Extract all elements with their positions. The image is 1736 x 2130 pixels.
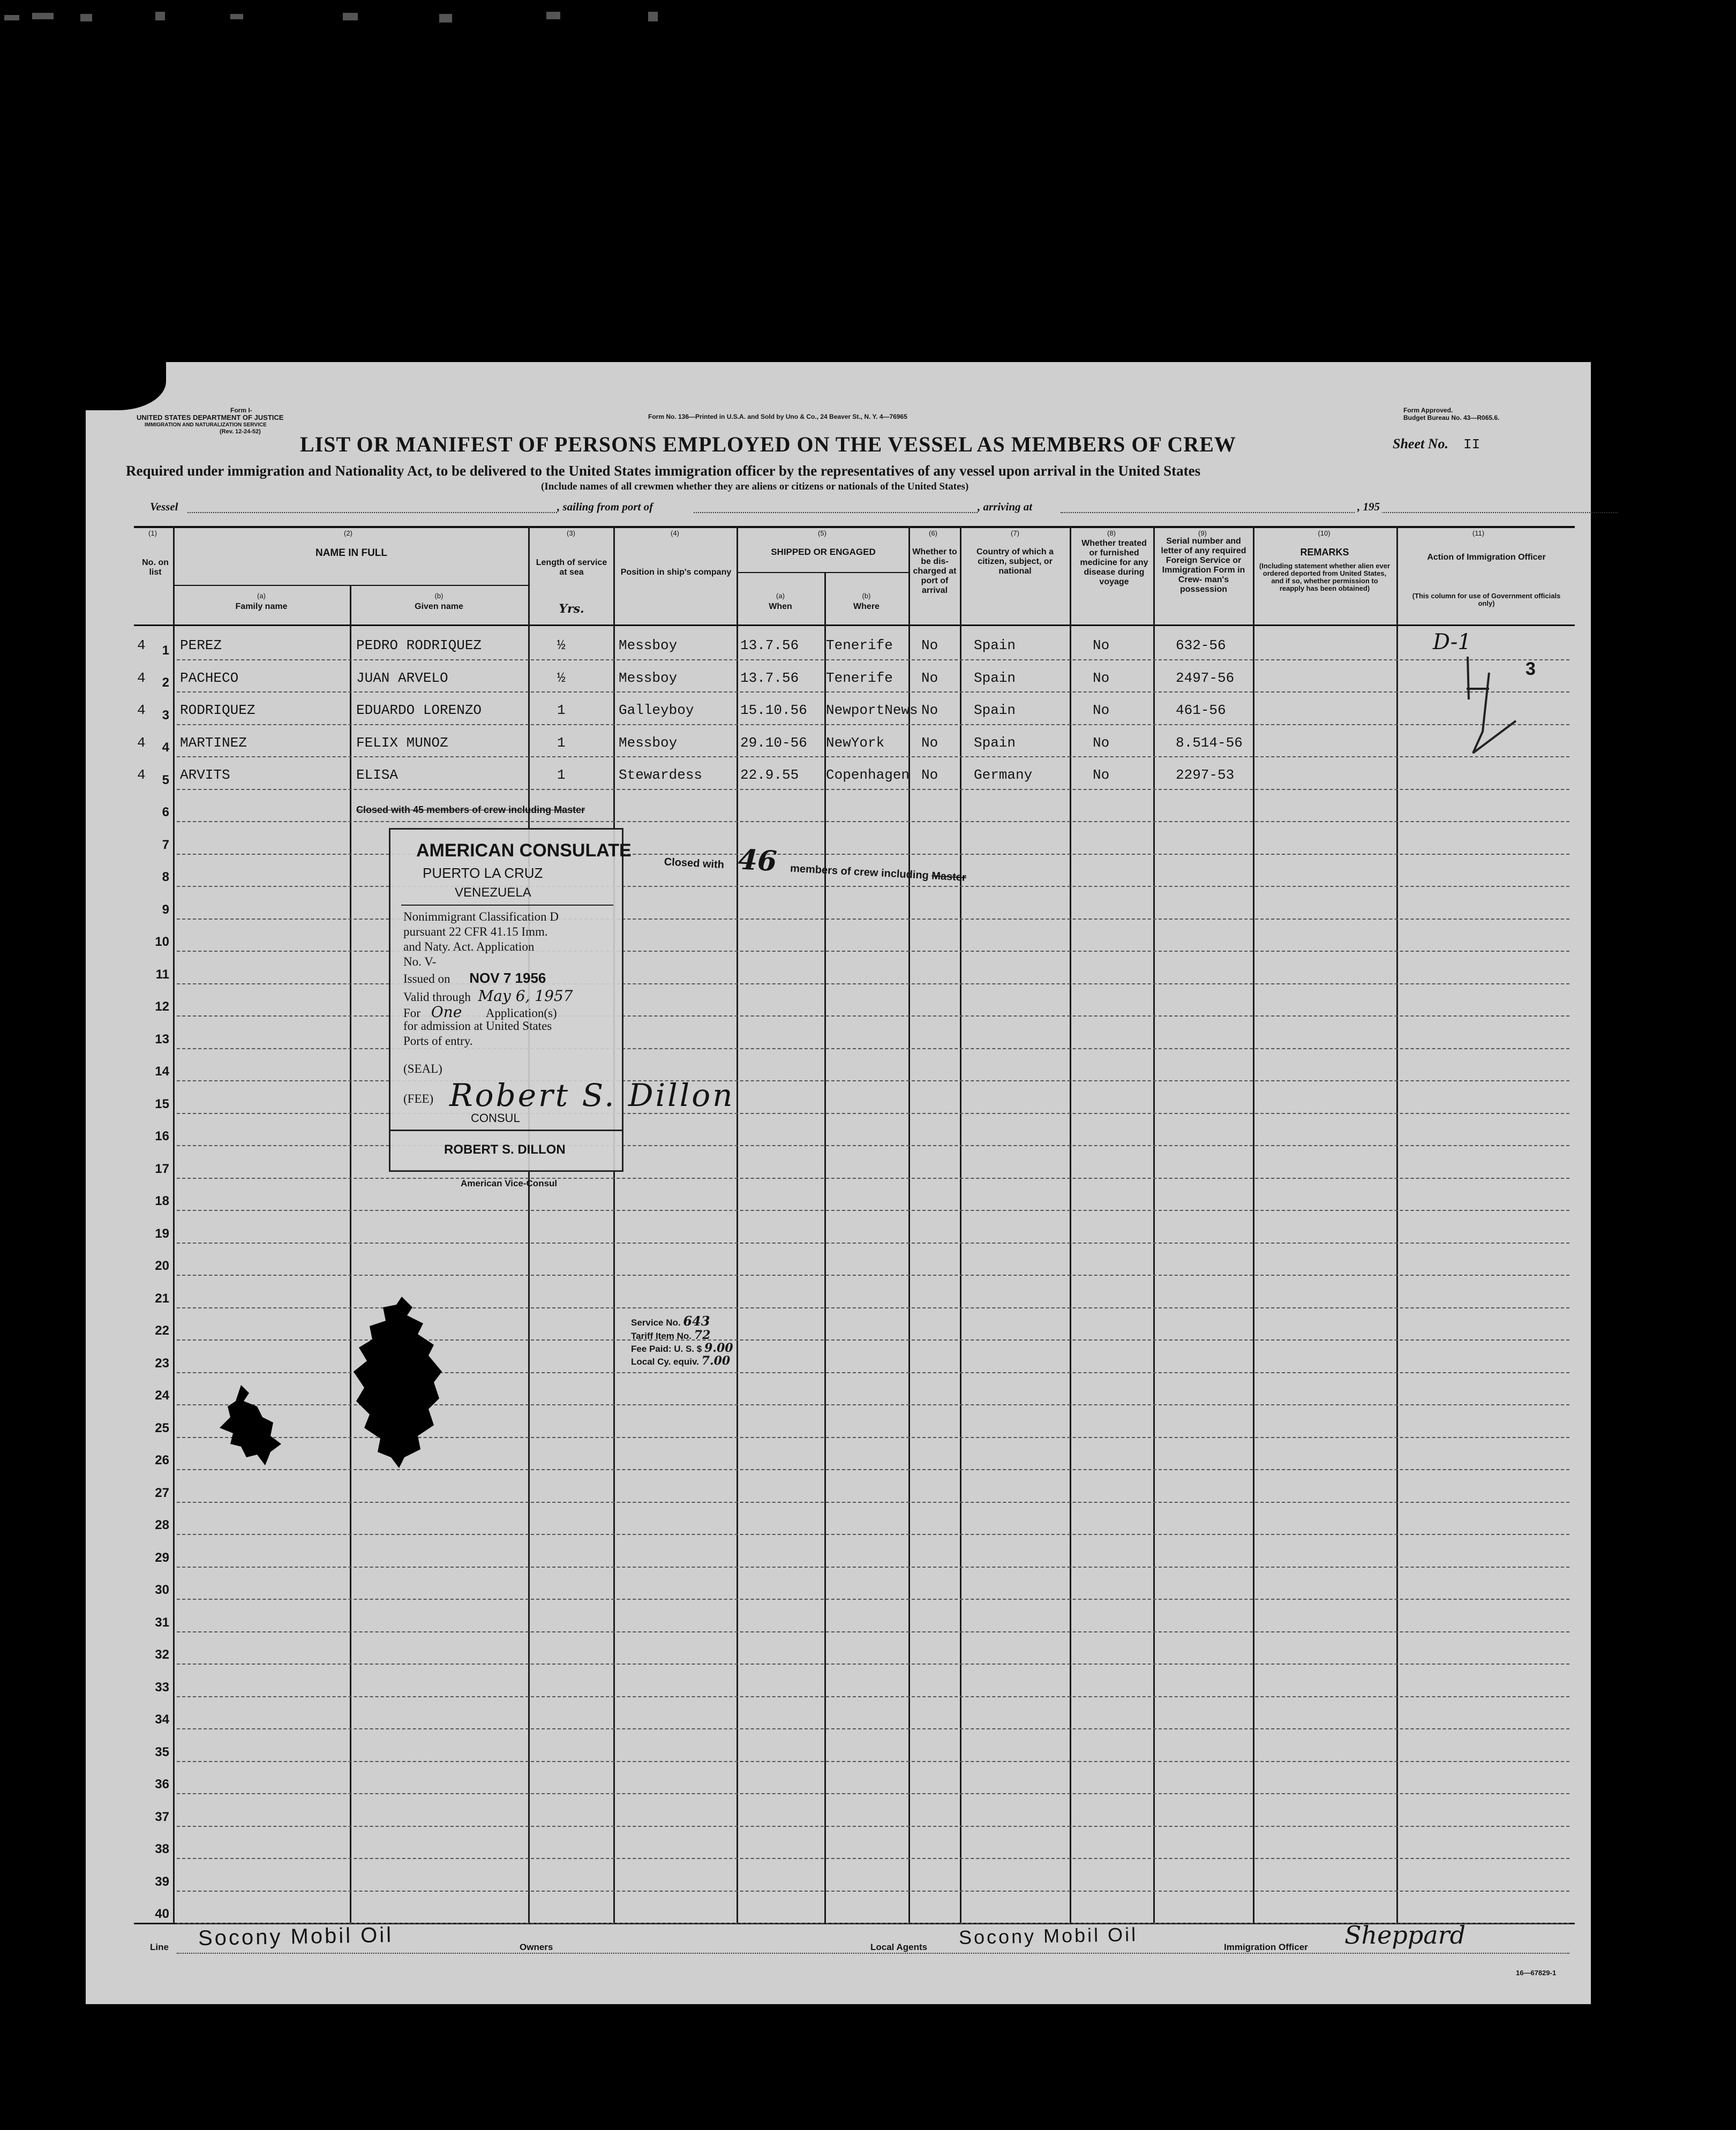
crew-medicine: No [1093,734,1110,751]
row-number: 22 [155,1323,169,1338]
crew-shipped-where: Tenerife [826,637,893,653]
row-number: 15 [155,1096,169,1111]
row-number: 40 [155,1907,169,1921]
row-rule [177,1113,1569,1114]
stamp-seal: (SEAL) [403,1062,442,1075]
col-rule [528,526,530,1924]
col-number: (1) [148,529,157,537]
crew-position: Galleyboy [619,702,694,718]
header-when-a: (a) [776,592,785,600]
crew-country: Spain [974,702,1016,718]
row-number: 20 [155,1259,169,1273]
row-rule [177,1664,1569,1665]
row-rule [177,1826,1569,1827]
col-number: (10) [1318,529,1331,537]
closed-tail: members of crew including [790,862,929,882]
fee-service [631,1313,710,1329]
row-number: 32 [155,1647,169,1662]
row-rule [177,691,1569,693]
printer-note: Form No. 136—Printed in U.S.A. and Sold by Uno & Co., 24 Beaver St., N. Y. 4—76965 [648,413,907,420]
header-given-name: Given name [415,602,463,611]
crew-serial: 8.514-56 [1176,734,1243,751]
crew-shipped-where: Copenhagen [826,767,910,783]
header-serial: Serial number and letter of any required Foreign Service or Immigration Form in Crew- man's possession [1161,537,1246,594]
row-rule [177,951,1569,952]
header-where: Where [853,602,880,611]
torn-corner [86,362,166,410]
row-number: 12 [155,999,169,1014]
stamp-title: American Vice-Consul [461,1178,558,1188]
col-number: (9) [1198,529,1207,537]
row-rule [177,789,1569,790]
stamp-ports: Ports of entry. [403,1034,473,1048]
fee-tariff-val: 72 [694,1328,711,1342]
col-number: (5) [818,529,826,537]
footer-owners-label: Owners [520,1942,553,1952]
row-rule [177,1567,1569,1568]
row-rule [177,1275,1569,1276]
crew-position: Messboy [619,637,678,653]
stamp-admission: for admission at United States [403,1019,552,1033]
row-rule [177,1080,1569,1081]
crew-family-name: RODRIQUEZ [180,702,255,718]
header-family-a: (a) [257,592,266,600]
row-rule [177,1210,1569,1211]
row-number: 19 [155,1226,169,1241]
col-rule [350,585,351,1924]
row-rule [177,724,1569,725]
fee-tariff [631,1328,710,1342]
crew-family-name: ARVITS [180,767,230,783]
row-number: 16 [155,1129,169,1143]
header-given-b: (b) [434,592,444,600]
stamp-pursuant: pursuant 22 CFR 41.15 Imm. [403,925,548,938]
arriving-label: , arriving at [978,500,1033,513]
fee-service-label: Service No. [631,1318,681,1328]
row-rule [177,1145,1569,1146]
row-rule [177,1243,1569,1244]
row-number: 21 [155,1291,169,1306]
row-rule [177,1858,1569,1859]
row-number: 26 [155,1453,169,1467]
fee-paid-val: 9.00 [704,1341,733,1355]
fee-tariff-label: Tariff Item No. [631,1331,692,1341]
header-position: Position in ship's company [620,568,732,577]
crew-given-name: JUAN ARVELO [356,669,448,686]
header-yrs: Yrs. [559,602,584,616]
crew-length: 1 [557,767,566,783]
stamp-issued-date: NOV 7 1956 [469,970,546,986]
row-number: 9 [162,902,169,917]
closed-with [664,839,967,887]
manifest-sheet [86,362,1591,2004]
col-rule [737,526,738,1924]
ink-blot-large [354,1297,445,1468]
stamp-act: and Naty. Act. Application [403,940,535,953]
crew-position: Stewardess [619,767,703,783]
crew-family-name: MARTINEZ [180,734,247,751]
footer-line-value: Socony Mobil Oil [198,1923,394,1951]
crew-discharged: No [921,637,938,653]
crew-discharged: No [921,767,938,783]
stamp-issued-label: Issued on [403,972,450,985]
header-when: When [769,602,792,611]
row-number: 23 [155,1356,169,1371]
footer-line-label: Line [150,1942,169,1952]
crew-medicine: No [1093,637,1110,653]
fee-local-val: 7.00 [701,1354,731,1368]
row-rule [177,1534,1569,1535]
stamp-app-no: No. V- [403,955,437,968]
row-number: 17 [155,1161,169,1176]
row-number: 4 [162,740,169,755]
crew-discharged: No [921,669,938,686]
col-rule [908,526,910,1924]
row-number: 25 [155,1420,169,1435]
row-number: 30 [155,1583,169,1597]
crew-length: 1 [557,702,566,718]
header-where-b: (b) [862,592,871,600]
crew-family-name: PACHECO [180,669,239,686]
row-number: 37 [155,1809,169,1824]
sailing-label: , sailing from port of [557,500,653,513]
col-number: (4) [671,529,679,537]
crew-given-name: PEDRO RODRIQUEZ [356,637,482,653]
row-rule [177,983,1569,984]
row-rule [177,1502,1569,1503]
crew-position: Messboy [619,669,678,686]
header-remarks-note: (Including statement whether alien ever ordered deported from United States, and if so, whether permission to reapply has been obtained) [1259,562,1391,592]
stamp-for [403,1003,557,1021]
row-number: 13 [155,1032,169,1047]
stamp-name: ROBERT S. DILLON [444,1142,566,1157]
row-number: 14 [155,1064,169,1079]
crew-length: 1 [557,734,566,751]
crew-prefix: 4 [137,669,146,686]
header-family-name: Family name [235,602,288,611]
sheet-value: II [1463,436,1481,453]
stamp-classification: Nonimmigrant Classification D [403,910,559,923]
row-number: 27 [155,1485,169,1500]
stamp-line3: VENEZUELA [455,885,531,900]
crew-country: Germany [974,767,1033,783]
stamp-line1: AMERICAN CONSULATE [416,840,632,861]
row-rule [177,1761,1569,1762]
footer-code: 16—67829-1 [1516,1969,1557,1977]
stamp-consul: CONSUL [471,1111,520,1125]
crew-prefix: 4 [137,702,146,718]
row-number: 5 [162,772,169,787]
footer-officer-signature: Sheppard [1344,1921,1466,1950]
form-subtitle: Required under immigration and Nationality Act, to be delivered to the United States immigration officer by the representatives of any vessel upon arrival in the United States [126,463,1201,479]
col-number: (11) [1472,529,1485,537]
scan-edge-marks [0,0,696,37]
header-length: Length of service at sea [536,558,607,577]
row-number: 34 [155,1712,169,1727]
row-number: 1 [162,643,169,658]
form-title: LIST OR MANIFEST OF PERSONS EMPLOYED ON THE VESSEL AS MEMBERS OF CREW [300,432,1236,456]
stamp-for-label: For [403,1006,420,1020]
crew-length: ½ [557,669,566,686]
crew-given-name: ELISA [356,767,399,783]
col-number: (3) [567,529,575,537]
vessel-line [150,500,1569,516]
sheet-label: Sheet No. [1393,436,1448,451]
crew-shipped-where: NewportNews [826,702,918,718]
footer-officer-label: Immigration Officer [1224,1942,1308,1952]
table-top-rule [134,526,1575,528]
year-label: , 195 [1355,500,1382,514]
row-rule [177,1793,1569,1794]
header-remarks: REMARKS [1300,547,1349,558]
closed-label: Closed with [664,856,725,871]
row-number: 10 [155,935,169,949]
crew-shipped-when: 15.10.56 [740,702,807,718]
col-number: (2) [344,529,352,537]
fee-stamp [631,1313,792,1378]
footer-agents-value: Socony Mobil Oil [958,1923,1138,1948]
crew-serial: 2497-56 [1176,669,1235,686]
row-rule [177,756,1569,757]
row-rule [177,1178,1569,1179]
crew-country: Spain [974,637,1016,653]
row-rule [177,1631,1569,1632]
row-number: 31 [155,1615,169,1630]
header-discharged: Whether to be dis- charged at port of arrival [912,547,957,595]
crew-discharged: No [921,734,938,751]
col-rule [1153,526,1155,1924]
fee-paid-label: Fee Paid: U. S. $ [631,1344,702,1354]
side-number: 3 [1525,659,1536,679]
header-action-note: (This column for use of Government officials only) [1412,592,1561,607]
row-number: 28 [155,1518,169,1532]
fee-service-val: 643 [683,1313,710,1329]
closed-struck: Closed with 45 members of crew including Master [356,804,585,815]
crew-shipped-when: 22.9.55 [740,767,799,783]
crew-prefix: 4 [137,637,146,653]
crew-shipped-where: NewYork [826,734,885,751]
row-rule [177,1696,1569,1697]
consul-signature: Robert S. Dillon [449,1077,735,1113]
row-rule [177,1599,1569,1600]
row-rule [177,1469,1569,1470]
row-number: 8 [162,870,169,884]
crew-serial: 2297-53 [1176,767,1235,783]
header-country: Country of which a citizen, subject, or national [976,547,1054,576]
crew-given-name: FELIX MUNOZ [356,734,448,751]
stamp-line2: PUERTO LA CRUZ [423,865,543,881]
header-name-in-full: NAME IN FULL [315,547,388,559]
shipped-subrule [737,572,910,573]
service: IMMIGRATION AND NATURALIZATION SERVICE [145,422,267,428]
row-number: 36 [155,1777,169,1792]
crew-prefix: 4 [137,734,146,751]
row-rule [177,1015,1569,1017]
crew-serial: 632-56 [1176,637,1226,653]
header-medicine: Whether treated or furnished medicine for any disease during voyage [1080,539,1148,586]
row-rule [177,919,1569,920]
row-number: 33 [155,1680,169,1695]
action-mark: D-1 [1433,630,1471,654]
crew-serial: 461-56 [1176,702,1226,718]
sheet-number [1393,436,1480,453]
crew-country: Spain [974,669,1016,686]
row-number: 3 [162,708,169,722]
row-number: 11 [155,967,169,982]
crew-discharged: No [921,702,938,718]
row-rule [177,1728,1569,1729]
department: UNITED STATES DEPARTMENT OF JUSTICE [137,413,284,422]
stamp-valid [403,987,573,1005]
footer-dotted [177,1953,1569,1954]
stamp-issued [403,970,546,987]
revision: (Rev. 12-24-52) [220,428,261,435]
stamp-valid-label: Valid through [403,990,471,1004]
col-rule [960,526,961,1924]
row-rule [177,821,1569,822]
crew-country: Spain [974,734,1016,751]
row-number: 7 [162,837,169,852]
col-rule [613,526,615,1924]
fee-paid [631,1341,733,1355]
form-approved: Form Approved. [1403,407,1453,414]
crew-medicine: No [1093,702,1110,718]
row-number: 38 [155,1842,169,1856]
crew-shipped-when: 29.10-56 [740,734,807,751]
include-note: (Include names of all crewmen whether they are aliens or citizens or nationals of the United States) [541,481,969,492]
stamp-fee: (FEE) [403,1092,434,1105]
stamp-valid-date: May 6, 1957 [478,987,573,1005]
row-rule [177,1048,1569,1049]
header-no-on-list: No. on list [142,558,169,577]
form-number-left: Form I- [230,407,252,414]
col-number: (6) [929,529,937,537]
crew-family-name: PEREZ [180,637,222,653]
row-number: 2 [162,675,169,690]
col-rule [1253,526,1254,1924]
crew-given-name: EDUARDO LORENZO [356,702,482,718]
crew-shipped-when: 13.7.56 [740,669,799,686]
row-rule [177,1891,1569,1892]
name-subrule [173,585,530,586]
row-number: 35 [155,1744,169,1759]
crew-shipped-when: 13.7.56 [740,637,799,653]
row-number: 39 [155,1874,169,1889]
closed-master: Master [931,870,967,884]
crew-shipped-where: Tenerife [826,669,893,686]
fee-local [631,1354,730,1368]
crew-medicine: No [1093,767,1110,783]
crew-prefix: 4 [137,767,146,783]
row-number: 18 [155,1194,169,1208]
row-rule [177,886,1569,887]
budget-bureau: Budget Bureau No. 43—R065.6. [1403,414,1500,422]
stamp-for-value: One [431,1003,462,1021]
fee-local-label: Local Cy. equiv. [631,1357,699,1367]
footer-agents-label: Local Agents [870,1942,928,1952]
col-rule [173,526,175,1924]
col-rule [1396,526,1398,1924]
header-action: Action of Immigration Officer [1427,553,1546,562]
col-rule [1070,526,1071,1924]
closed-count: 46 [737,843,778,878]
crew-position: Messboy [619,734,678,751]
vessel-label: Vessel [150,500,178,513]
row-number: 24 [155,1388,169,1403]
header-shipped: SHIPPED OR ENGAGED [771,547,876,557]
ink-blot-small [220,1385,284,1465]
crew-length: ½ [557,637,566,653]
stamp-applications: Application(s) [485,1006,557,1020]
col-number: (7) [1011,529,1019,537]
crew-medicine: No [1093,669,1110,686]
row-number: 29 [155,1550,169,1565]
action-bracket [1419,651,1537,758]
row-number: 6 [162,805,169,819]
col-number: (8) [1107,529,1116,537]
row-rule [177,659,1569,660]
